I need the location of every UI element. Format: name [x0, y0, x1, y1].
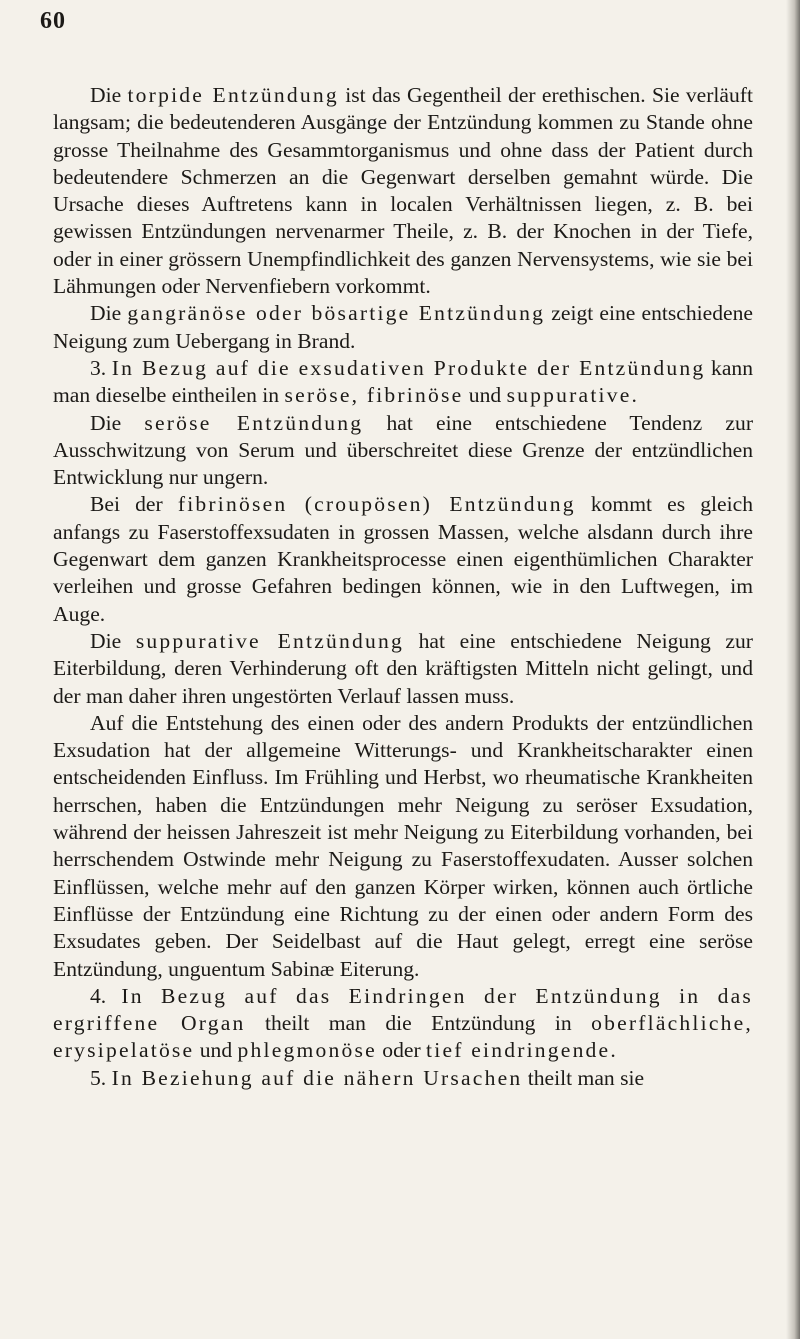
paragraph — [53, 628, 753, 710]
page-edge-shadow — [786, 0, 800, 1339]
text-run: Die — [90, 83, 128, 107]
text-run: oder — [376, 1038, 427, 1063]
page-number: 60 — [40, 8, 66, 34]
paragraph — [53, 300, 753, 355]
spaced-emphasis: torpide Entzündung — [127, 83, 339, 107]
paragraph — [53, 410, 753, 492]
text-run: . — [631, 383, 637, 408]
paragraph — [53, 710, 753, 983]
text-run: theilt man die Entzündung in — [245, 1011, 592, 1036]
text-run: ist das Gegentheil der erethischen. Sie verläuft langsam; die bedeutenderen Ausgänge der Entzündung kommen zu Stande ohne grosse Theilnahme des Gesammtorganismus und ohne dass der Patient durch bedeutendere Schmerzen an die Gegenwart derselben gemahnt würde. Die Ursache dieses Auftretens kann in localen Verhältnissen liegen, z. B. bei gewissen Entzündungen nervenarmer Theile, z. B. der Knochen in der Tiefe, oder in einer grössern Unempfindlichkeit des ganzen Nervensystems, wie sie bei Lähmungen oder Nervenfiebern vorkommt. — [53, 83, 753, 299]
spaced-emphasis: In Bezug auf das Eindringen der Entzündung in das ergriffene Organ — [53, 983, 753, 1036]
text-run: kommt es gleich anfangs zu Faserstoffexsudaten in grossen Massen, welche alsdann durch ihre Gegenwart dem ganzen Krankheitsprocesse einen eigenthümlichen Charakter verleihen und grosse Gefahren bedingen können, wie in den Luftwegen, im Auge. — [53, 492, 754, 626]
spaced-emphasis: In Beziehung auf die nähern Ursachen — [111, 1065, 523, 1090]
paragraph — [53, 491, 753, 627]
spaced-emphasis: seröse, fibrinöse — [284, 383, 464, 408]
text-run: zeigt eine entschiedene Neigung zum Uebergang in Brand. — [53, 301, 754, 353]
text-run: und — [194, 1038, 238, 1063]
text-run: theilt man sie — [522, 1065, 645, 1090]
spaced-emphasis: oberflächliche, erysipelatöse — [53, 1011, 753, 1063]
text-run: 3. — [90, 355, 112, 380]
text-run: Die — [90, 301, 128, 326]
paragraph — [53, 82, 753, 300]
paragraph — [53, 983, 753, 1065]
text-run: hat eine entschiedene Neigung zur Eiterbildung, deren Verhinderung oft den kräftigsten Mitteln nicht gelingt, und der man daher ihren ungestörten Verlauf lassen muss. — [53, 628, 753, 708]
spaced-emphasis: gangränöse oder bösartige Entzündung — [127, 301, 546, 326]
paragraph — [53, 1065, 753, 1092]
text-run: und — [463, 383, 507, 408]
spaced-emphasis: suppurative — [506, 383, 632, 408]
text-run: . — [610, 1038, 616, 1063]
spaced-emphasis: suppurative Entzündung — [135, 628, 404, 653]
text-run: Die — [90, 410, 145, 435]
spaced-emphasis: phlegmonöse — [237, 1038, 377, 1063]
spaced-emphasis: tief eindringende — [426, 1038, 611, 1063]
text-run: Auf die Entstehung des einen oder des andern Produkts der entzündlichen Exsudation hat der allgemeine Witterungs- und Krankheitscharakter einen entscheidenden Einfluss. Im Frühling und Herbst, wo rheumatische Krankheiten herrschen, haben die Entzündungen mehr Neigung zu seröser Exsudation, während der heissen Jahreszeit ist mehr Neigung zu Eiterbildung vorhanden, bei herrschendem Ostwinde mehr Neigung zu Faserstoffexudaten. Ausser solchen Einflüssen, welche mehr auf den ganzen Körper wirken, können auch örtliche Einflüsse der Entzündung eine Richtung zu der einen oder andern Form des Exsudates geben. Der Seidelbast auf die Haut gelegt, erregt eine seröse Entzündung, unguentum Sabinæ Eiterung. — [53, 710, 753, 981]
text-run: Bei der — [90, 492, 178, 517]
spaced-emphasis: fibrinösen (croupösen) Entzündung — [177, 492, 576, 517]
text-run: hat eine entschiedene Tendenz zur Ausschwitzung von Serum und überschreitet diese Grenze der entzündlichen Entwicklung nur ungern. — [53, 410, 754, 490]
text-run: 4. — [90, 983, 122, 1008]
text-run: Die — [90, 628, 136, 653]
spaced-emphasis: In Bezug auf die exsudativen Produkte der Entzündung — [111, 355, 706, 380]
text-run: kann man dieselbe eintheilen in — [53, 355, 753, 408]
text-run: 5. — [90, 1065, 112, 1090]
paragraph — [53, 355, 753, 410]
spaced-emphasis: seröse Entzündung — [144, 410, 364, 435]
body-text — [53, 82, 753, 1092]
